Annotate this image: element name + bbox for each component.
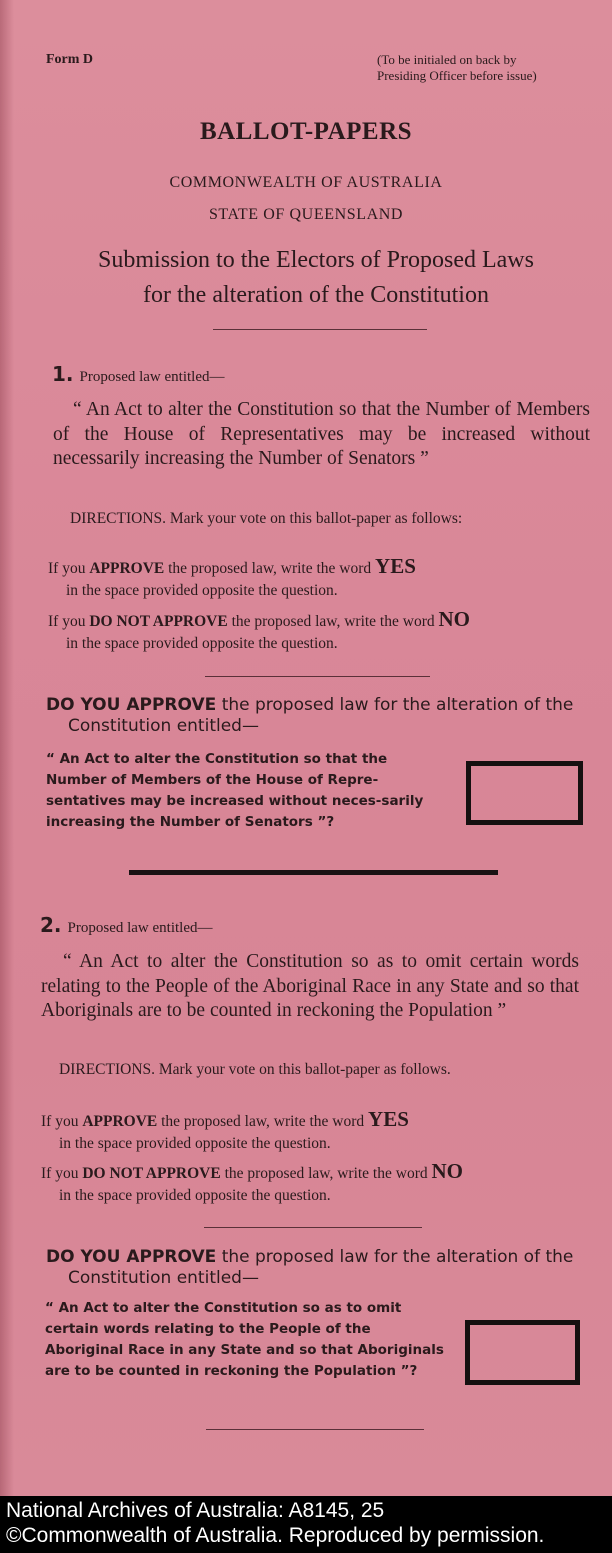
q2-reject-mid: the proposed law, write the word [220, 1165, 432, 1182]
q1-approve-key: APPROVE [89, 560, 165, 577]
divider [205, 676, 430, 677]
q1-reject-pre: If you [48, 613, 90, 630]
q2-question [46, 1247, 612, 1289]
q2-reject-post: in the space provided opposite the question. [59, 1187, 331, 1204]
copyright-caption: ©Commonwealth of Australia. Reproduced by permission. [6, 1524, 545, 1547]
q1-intro [52, 362, 225, 386]
q1-question [46, 695, 612, 737]
q1-reject-post: in the space provided opposite the question. [66, 635, 338, 652]
document-title: BALLOT-PAPERS [199, 118, 413, 145]
q2-reject-key: DO NOT APPROVE [82, 1165, 221, 1182]
q1-reject-mid: the proposed law, write the word [227, 613, 439, 630]
q1-approve-instruction [48, 555, 610, 602]
q2-yes-word: YES [368, 1107, 409, 1131]
q1-reject-key: DO NOT APPROVE [89, 613, 228, 630]
q2-approve-post: in the space provided opposite the question. [59, 1135, 331, 1152]
q2-reject-pre: If you [41, 1165, 83, 1182]
q1-question-bold: DO YOU APPROVE [46, 695, 217, 715]
q1-directions: DIRECTIONS. Mark your vote on this ballot-paper as follows: [70, 510, 463, 527]
q1-intro-text: Proposed law entitled— [79, 369, 225, 385]
q1-approve-pre: If you [48, 560, 90, 577]
q1-question-text: “ An Act to alter the Constitution so that the Number of Members of the House of Repre-sentatives may be increased without neces-sarily increasing the Number of Senators ”? [46, 751, 424, 830]
q2-approve-mid: the proposed law, write the word [157, 1113, 369, 1130]
q2-vote-box[interactable] [465, 1320, 580, 1385]
section-divider [129, 870, 498, 875]
q2-law-title: “ An Act to alter the Constitution so as to omit certain words relating to the People of the Aboriginal Race in any State and so that Aboriginals are to be counted in reckoning the Population ” [41, 951, 579, 1021]
paper-edge-shadow [0, 0, 14, 1496]
q1-no-word: NO [438, 607, 470, 631]
q2-intro-text: Proposed law entitled— [67, 920, 213, 936]
form-label: Form D [46, 52, 94, 67]
q1-yes-word: YES [375, 554, 416, 578]
archive-caption: National Archives of Australia: A8145, 25 [6, 1499, 385, 1522]
submission-heading-line-2: for the alteration of the Constitution [143, 282, 489, 308]
q2-question-text: “ An Act to alter the Constitution so as to omit certain words relating to the People of the Aboriginal Race in any State and so that Aboriginals are to be counted in reckoning the Population ”? [45, 1300, 444, 1379]
initial-note [377, 52, 597, 84]
q1-question-rest: the proposed law for the alteration of the Constitution entitled— [68, 695, 574, 736]
q2-approve-instruction [41, 1108, 603, 1155]
q1-number: 1. [52, 362, 74, 386]
submission-heading-line-1: Submission to the Electors of Proposed Laws [98, 247, 534, 273]
q2-number: 2. [40, 913, 62, 937]
q2-question-bold: DO YOU APPROVE [46, 1247, 217, 1267]
q2-reject-instruction [41, 1160, 603, 1207]
q1-approve-post: in the space provided opposite the question. [66, 582, 338, 599]
q1-vote-box[interactable] [466, 761, 583, 825]
q1-reject-instruction [48, 608, 610, 655]
q2-approve-key: APPROVE [82, 1113, 158, 1130]
initial-note-line-1: (To be initialed on back by [377, 52, 517, 67]
divider [213, 329, 427, 330]
q2-directions: DIRECTIONS. Mark your vote on this ballot-paper as follows. [59, 1061, 451, 1078]
divider [204, 1227, 422, 1228]
q2-approve-pre: If you [41, 1113, 83, 1130]
state-subtitle: STATE OF QUEENSLAND [208, 206, 404, 223]
initial-note-line-2: Presiding Officer before issue) [377, 68, 537, 83]
q2-question-rest: the proposed law for the alteration of the Constitution entitled— [68, 1247, 574, 1288]
q1-approve-mid: the proposed law, write the word [164, 560, 376, 577]
q2-no-word: NO [431, 1159, 463, 1183]
submission-heading [20, 243, 612, 313]
divider [206, 1429, 424, 1430]
q1-law-title: “ An Act to alter the Constitution so that the Number of Members of the House of Representatives may be increased without necessarily increasing the Number of Senators ” [53, 399, 590, 469]
q2-intro [40, 913, 213, 937]
commonwealth-subtitle: COMMONWEALTH OF AUSTRALIA [169, 174, 443, 191]
